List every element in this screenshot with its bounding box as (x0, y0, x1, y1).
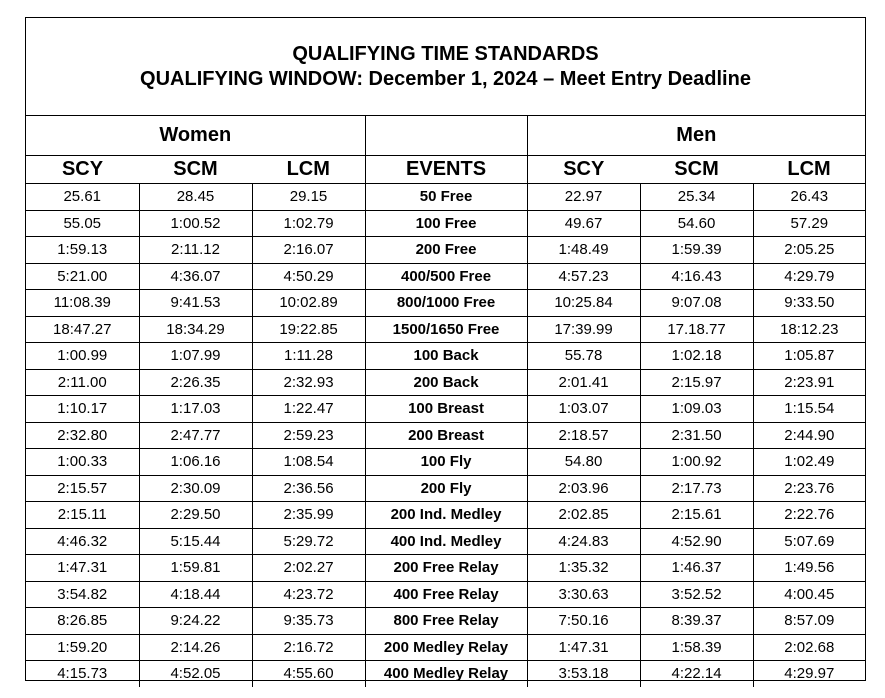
women-scy-cell: 1:59.13 (26, 237, 139, 264)
women-lcm-cell: 2:59.23 (252, 422, 365, 449)
table-row (26, 475, 865, 502)
men-scy-cell: 2:01.41 (527, 369, 640, 396)
women-scm-cell: 1:59.81 (139, 555, 252, 582)
table-row (26, 634, 865, 661)
women-scm-cell: 5:15.44 (139, 528, 252, 555)
title-block (26, 18, 865, 116)
men-lcm-cell: 2:05.25 (753, 237, 865, 264)
women-scm-cell: 2:11.12 (139, 237, 252, 264)
event-cell: 200 Free Relay (365, 555, 527, 582)
women-scm-cell: 1:06.16 (139, 449, 252, 476)
men-scy-cell: 55.78 (527, 343, 640, 370)
women-lcm-cell: 2:16.72 (252, 634, 365, 661)
event-cell: 100 Fly (365, 449, 527, 476)
time-standards-table (26, 116, 865, 687)
women-scm-cell: 9:24.22 (139, 608, 252, 635)
women-scy-cell: 55.05 (26, 210, 139, 237)
men-lcm-cell: 1:49.56 (753, 555, 865, 582)
table-row (26, 316, 865, 343)
women-lcm-cell: 4:23.72 (252, 581, 365, 608)
women-lcm-cell: 1:08.54 (252, 449, 365, 476)
men-scm-cell: 2:17.73 (640, 475, 753, 502)
event-cell: 100 Breast (365, 396, 527, 423)
event-cell: 400 Ind. Medley (365, 528, 527, 555)
men-scm-cell: 4:52.90 (640, 528, 753, 555)
women-lcm-header: LCM (252, 156, 365, 184)
event-cell: 200 Fly (365, 475, 527, 502)
men-scm-cell: 8:39.37 (640, 608, 753, 635)
men-lcm-cell: 2:23.76 (753, 475, 865, 502)
table-row (26, 661, 865, 687)
women-scm-cell: 2:14.26 (139, 634, 252, 661)
women-lcm-cell: 4:50.29 (252, 263, 365, 290)
women-group-header: Women (26, 116, 365, 156)
men-scm-cell: 54.60 (640, 210, 753, 237)
women-scm-header: SCM (139, 156, 252, 184)
men-scy-cell: 7:50.16 (527, 608, 640, 635)
men-lcm-cell: 2:23.91 (753, 369, 865, 396)
women-scm-cell: 2:26.35 (139, 369, 252, 396)
table-row (26, 237, 865, 264)
event-cell: 200 Back (365, 369, 527, 396)
women-scy-cell: 4:15.73 (26, 661, 139, 687)
men-scy-cell: 1:03.07 (527, 396, 640, 423)
men-scy-cell: 10:25.84 (527, 290, 640, 317)
men-scy-cell: 1:47.31 (527, 634, 640, 661)
women-scy-cell: 2:11.00 (26, 369, 139, 396)
women-scy-cell: 1:59.20 (26, 634, 139, 661)
women-lcm-cell: 2:02.27 (252, 555, 365, 582)
group-header-row (26, 116, 865, 156)
men-scm-cell: 3:52.52 (640, 581, 753, 608)
men-scy-cell: 3:53.18 (527, 661, 640, 687)
women-scy-cell: 1:10.17 (26, 396, 139, 423)
men-scm-cell: 25.34 (640, 184, 753, 211)
men-scm-cell: 2:31.50 (640, 422, 753, 449)
women-scy-cell: 8:26.85 (26, 608, 139, 635)
women-scy-header: SCY (26, 156, 139, 184)
standards-document (25, 17, 866, 681)
events-group-spacer (365, 116, 527, 156)
table-row (26, 263, 865, 290)
women-lcm-cell: 1:11.28 (252, 343, 365, 370)
event-cell: 200 Medley Relay (365, 634, 527, 661)
men-group-header: Men (527, 116, 865, 156)
women-scm-cell: 4:18.44 (139, 581, 252, 608)
men-scy-cell: 3:30.63 (527, 581, 640, 608)
women-lcm-cell: 2:16.07 (252, 237, 365, 264)
men-scy-cell: 54.80 (527, 449, 640, 476)
women-lcm-cell: 2:36.56 (252, 475, 365, 502)
men-lcm-cell: 5:07.69 (753, 528, 865, 555)
men-lcm-cell: 18:12.23 (753, 316, 865, 343)
men-scy-cell: 1:48.49 (527, 237, 640, 264)
men-scm-cell: 1:02.18 (640, 343, 753, 370)
table-row (26, 449, 865, 476)
men-scy-cell: 22.97 (527, 184, 640, 211)
men-lcm-cell: 1:05.87 (753, 343, 865, 370)
event-cell: 200 Ind. Medley (365, 502, 527, 529)
men-scy-cell: 4:57.23 (527, 263, 640, 290)
event-cell: 800/1000 Free (365, 290, 527, 317)
table-row (26, 555, 865, 582)
men-scm-cell: 1:59.39 (640, 237, 753, 264)
men-lcm-cell: 9:33.50 (753, 290, 865, 317)
event-cell: 400 Free Relay (365, 581, 527, 608)
men-scy-cell: 2:03.96 (527, 475, 640, 502)
men-lcm-cell: 4:29.97 (784, 665, 835, 683)
women-scm-cell: 18:34.29 (139, 316, 252, 343)
women-scy-cell: 18:47.27 (26, 316, 139, 343)
men-lcm-cell: 2:44.90 (753, 422, 865, 449)
men-scy-cell: 4:24.83 (527, 528, 640, 555)
event-cell: 100 Free (365, 210, 527, 237)
table-row (26, 608, 865, 635)
men-scm-cell: 4:16.43 (640, 263, 753, 290)
men-lcm-cell: 8:57.09 (753, 608, 865, 635)
women-scm-cell: 1:00.52 (139, 210, 252, 237)
women-lcm-cell: 9:35.73 (252, 608, 365, 635)
event-cell: 200 Breast (365, 422, 527, 449)
table-row (26, 422, 865, 449)
women-scy-cell: 1:00.99 (26, 343, 139, 370)
women-lcm-cell: 1:02.79 (252, 210, 365, 237)
women-lcm-cell: 29.15 (252, 184, 365, 211)
table-body (26, 184, 865, 687)
men-scy-cell: 2:02.85 (527, 502, 640, 529)
men-scm-cell: 4:22.14 (640, 661, 753, 687)
men-scm-cell: 1:00.92 (640, 449, 753, 476)
women-scy-cell: 2:32.80 (26, 422, 139, 449)
qualifying-window: QUALIFYING WINDOW: December 1, 2024 – Meet Entry Deadline (140, 68, 751, 90)
women-scm-cell: 4:36.07 (139, 263, 252, 290)
men-lcm-cell: 1:02.49 (753, 449, 865, 476)
table-row (26, 369, 865, 396)
table-row (26, 502, 865, 529)
table-row (26, 343, 865, 370)
women-scm-cell: 4:52.05 (139, 661, 252, 687)
men-lcm-cell: 2:22.76 (753, 502, 865, 529)
men-lcm-header: LCM (753, 156, 865, 184)
women-scy-cell: 2:15.57 (26, 475, 139, 502)
men-scm-cell: 1:58.39 (640, 634, 753, 661)
women-scy-cell: 4:46.32 (26, 528, 139, 555)
men-scm-cell: 9:07.08 (640, 290, 753, 317)
women-lcm-cell: 1:22.47 (252, 396, 365, 423)
women-scm-cell: 1:07.99 (139, 343, 252, 370)
women-scy-cell: 5:21.00 (26, 263, 139, 290)
event-cell: 800 Free Relay (365, 608, 527, 635)
men-lcm-cell: 57.29 (753, 210, 865, 237)
women-scm-cell: 28.45 (139, 184, 252, 211)
men-scy-cell: 49.67 (527, 210, 640, 237)
table-row (26, 528, 865, 555)
table-row (26, 184, 865, 211)
women-scy-cell: 11:08.39 (26, 290, 139, 317)
table-row (26, 210, 865, 237)
table-row (26, 396, 865, 423)
men-scm-cell: 1:46.37 (640, 555, 753, 582)
table-row (26, 581, 865, 608)
women-scm-cell: 2:47.77 (139, 422, 252, 449)
women-scm-cell: 1:17.03 (139, 396, 252, 423)
men-lcm-cell: 1:15.54 (753, 396, 865, 423)
event-cell: 1500/1650 Free (365, 316, 527, 343)
men-scm-header: SCM (640, 156, 753, 184)
men-scm-cell: 17.18.77 (640, 316, 753, 343)
men-lcm-cell: 2:02.68 (753, 634, 865, 661)
women-lcm-cell: 10:02.89 (252, 290, 365, 317)
events-header: EVENTS (365, 156, 527, 184)
men-scm-cell: 1:09.03 (640, 396, 753, 423)
men-lcm-cell: 26.43 (753, 184, 865, 211)
women-scm-cell: 2:30.09 (139, 475, 252, 502)
women-scy-cell: 2:15.11 (26, 502, 139, 529)
men-scy-cell: 17:39.99 (527, 316, 640, 343)
event-cell: 100 Back (365, 343, 527, 370)
event-cell: 400 Medley Relay (365, 661, 527, 687)
men-scm-cell: 2:15.61 (640, 502, 753, 529)
men-lcm-cell: 4:29.79 (753, 263, 865, 290)
event-cell: 50 Free (365, 184, 527, 211)
men-scm-cell: 2:15.97 (640, 369, 753, 396)
women-lcm-cell: 2:35.99 (252, 502, 365, 529)
document-title: QUALIFYING TIME STANDARDS (292, 43, 599, 65)
men-scy-header: SCY (527, 156, 640, 184)
event-cell: 400/500 Free (365, 263, 527, 290)
women-lcm-cell: 4:55.60 (252, 661, 365, 687)
men-lcm-cell: 4:00.45 (753, 581, 865, 608)
men-scy-cell: 1:35.32 (527, 555, 640, 582)
women-scy-cell: 1:47.31 (26, 555, 139, 582)
women-scm-cell: 9:41.53 (139, 290, 252, 317)
women-scm-cell: 2:29.50 (139, 502, 252, 529)
women-scy-cell: 1:00.33 (26, 449, 139, 476)
women-lcm-cell: 19:22.85 (252, 316, 365, 343)
women-lcm-cell: 2:32.93 (252, 369, 365, 396)
table-row (26, 290, 865, 317)
women-scy-cell: 3:54.82 (26, 581, 139, 608)
men-scy-cell: 2:18.57 (527, 422, 640, 449)
column-header-row (26, 156, 865, 184)
women-lcm-cell: 5:29.72 (252, 528, 365, 555)
event-cell: 200 Free (365, 237, 527, 264)
women-scy-cell: 25.61 (26, 184, 139, 211)
